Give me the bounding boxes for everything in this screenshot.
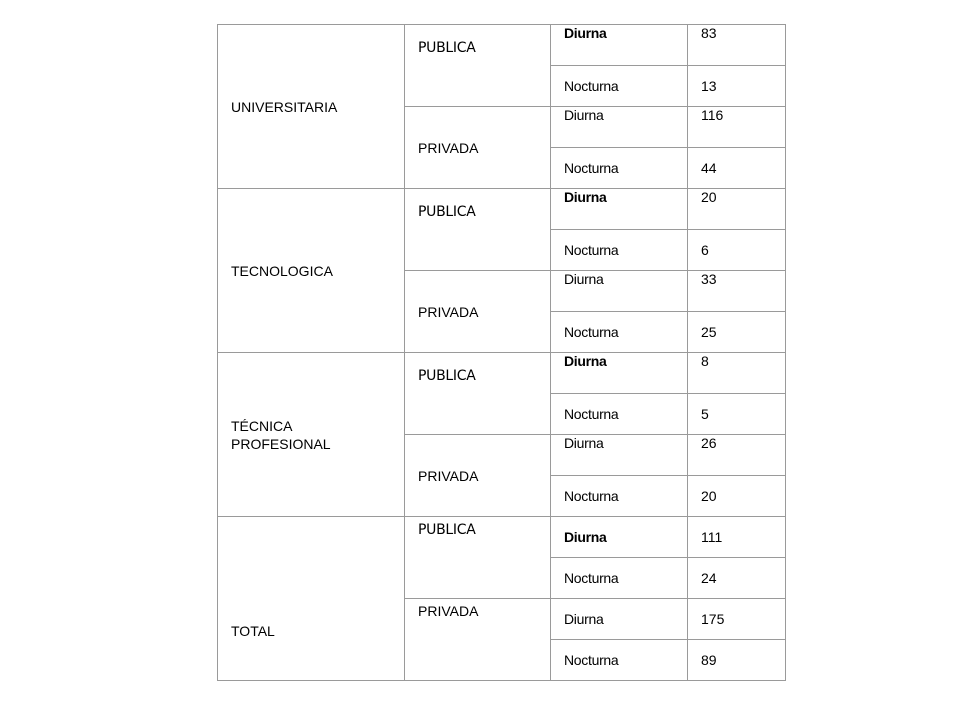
sector-label: PRIVADA bbox=[418, 303, 479, 320]
shift-cell: Nocturna bbox=[551, 230, 688, 271]
count-cell: 116 bbox=[688, 107, 786, 148]
sector-cell bbox=[405, 353, 551, 435]
shift-cell: Diurna bbox=[551, 189, 688, 230]
count-cell: 33 bbox=[688, 271, 786, 312]
table-row bbox=[218, 353, 786, 394]
table-row bbox=[218, 189, 786, 230]
count-cell: 24 bbox=[688, 558, 786, 599]
shift-cell: Diurna bbox=[551, 107, 688, 148]
count-cell: 20 bbox=[688, 189, 786, 230]
sector-label: PUBLICA bbox=[418, 368, 476, 384]
level-label: UNIVERSITARIA bbox=[231, 98, 338, 115]
shift-cell: Nocturna bbox=[551, 558, 688, 599]
count-cell: 111 bbox=[688, 517, 786, 558]
shift-cell: Nocturna bbox=[551, 148, 688, 189]
sector-label: PRIVADA bbox=[418, 139, 479, 156]
sector-label: PRIVADA bbox=[418, 467, 479, 484]
table-row bbox=[218, 25, 786, 66]
level-cell-tecnologica bbox=[218, 189, 405, 353]
level-cell-total bbox=[218, 517, 405, 681]
shift-cell: Diurna bbox=[551, 517, 688, 558]
shift-cell: Diurna bbox=[551, 435, 688, 476]
shift-cell: Diurna bbox=[551, 599, 688, 640]
sector-label: PUBLICA bbox=[418, 522, 476, 538]
sector-cell bbox=[405, 435, 551, 517]
shift-cell: Diurna bbox=[551, 353, 688, 394]
count-cell: 26 bbox=[688, 435, 786, 476]
count-cell: 13 bbox=[688, 66, 786, 107]
shift-cell: Nocturna bbox=[551, 476, 688, 517]
count-cell: 8 bbox=[688, 353, 786, 394]
level-label: TOTAL bbox=[231, 622, 275, 639]
sector-label: PRIVADA bbox=[418, 603, 479, 619]
shift-cell: Nocturna bbox=[551, 394, 688, 435]
sector-cell bbox=[405, 517, 551, 599]
sector-cell bbox=[405, 107, 551, 189]
count-cell: 25 bbox=[688, 312, 786, 353]
sector-cell bbox=[405, 189, 551, 271]
count-cell: 6 bbox=[688, 230, 786, 271]
level-label: TECNOLOGICA bbox=[231, 262, 333, 279]
count-cell: 175 bbox=[688, 599, 786, 640]
count-cell: 89 bbox=[688, 640, 786, 681]
count-cell: 20 bbox=[688, 476, 786, 517]
sector-cell bbox=[405, 599, 551, 681]
sector-cell bbox=[405, 25, 551, 107]
sector-label: PUBLICA bbox=[418, 40, 476, 56]
shift-cell: Diurna bbox=[551, 25, 688, 66]
count-cell: 83 bbox=[688, 25, 786, 66]
sector-cell bbox=[405, 271, 551, 353]
shift-cell: Diurna bbox=[551, 271, 688, 312]
shift-cell: Nocturna bbox=[551, 66, 688, 107]
enrollment-table bbox=[217, 24, 786, 681]
level-label: TÉCNICA PROFESIONAL bbox=[231, 417, 331, 452]
count-cell: 5 bbox=[688, 394, 786, 435]
table-row bbox=[218, 517, 786, 558]
level-cell-tecnica-profesional bbox=[218, 353, 405, 517]
shift-cell: Nocturna bbox=[551, 312, 688, 353]
sector-label: PUBLICA bbox=[418, 204, 476, 220]
count-cell: 44 bbox=[688, 148, 786, 189]
level-cell-universitaria bbox=[218, 25, 405, 189]
shift-cell: Nocturna bbox=[551, 640, 688, 681]
